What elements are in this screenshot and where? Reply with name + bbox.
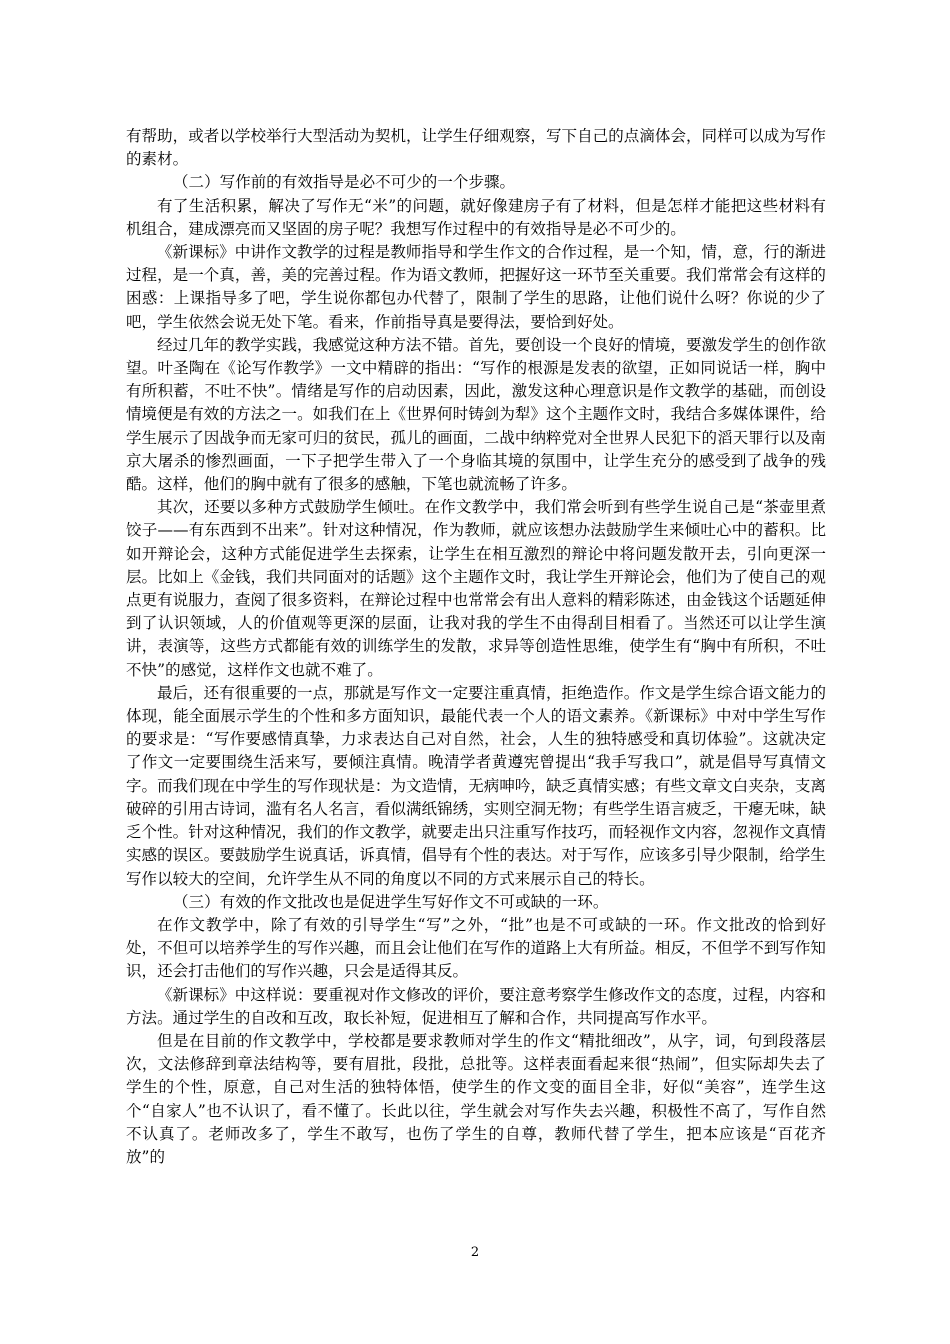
paragraph: 《新课标》中这样说：要重视对作文修改的评价，要注意考察学生修改作文的态度，过程，内容和方法。通过学生的自改和互改，取长补短，促进相互了解和合作，共同提高写作水平。	[126, 985, 826, 1027]
paragraph: 其次，还要以多种方式鼓励学生倾吐。在作文教学中，我们常会听到有些学生说自己是“茶壶里煮饺子——有东西到不出来”。针对这种情况，作为教师，就应该想办法鼓励学生来倾吐心中的蓄积。比如开辩论会，这种方式能促进学生去探索，让学生在相互激烈的辩论中将问题发散开去，引向更深一层。比如上《金钱，我们共同面对的话题》这个主题作文时，我让学生开辩论会，他们为了使自己的观点更有说服力，查阅了很多资料，在辩论过程中也常常会有出人意料的精彩陈述，由金钱这个话题延伸到了认识领域，人的价值观等更深的层面，让我对我的学生不由得刮目相看了。当然还可以让学生演讲，表演等，这些方式都能有效的训练学生的发散，求异等创造性思维，使学生有“胸中有所积，不吐不快”的感觉，这样作文也就不难了。	[126, 498, 826, 679]
paragraph: 《新课标》中讲作文教学的过程是教师指导和学生作文的合作过程，是一个知，情，意，行的渐进过程，是一个真，善，美的完善过程。作为语文教师，把握好这一环节至关重要。我们常常会有这样的困惑：上课指导多了吧，学生说你都包办代替了，限制了学生的思路，让他们说什么呀？你说的少了吧，学生依然会说无处下笔。看来，作前指导真是要得法，要恰到好处。	[126, 243, 826, 331]
paragraph: 有了生活积累，解决了写作无“米”的问题，就好像建房子有了材料，但是怎样才能把这些材料有机组合，建成漂亮而又坚固的房子呢？我想写作过程中的有效指导是必不可少的。	[126, 196, 826, 238]
paragraph: 但是在目前的作文教学中，学校都是要求教师对学生的作文“精批细改”，从字，词，句到段落层次，文法修辞到章法结构等，要有眉批，段批，总批等。这样表面看起来很“热闹”，但实际却失去了学生的个性，原意，自己对生活的独特体悟，使学生的作文变的面目全非，好似“美容”，连学生这个“自家人”也不认识了，看不懂了。长此以往，学生就会对写作失去兴趣，积极性不高了，写作自然不认真了。老师改多了，学生不敢写，也伤了学生的自尊，教师代替了学生，把本应该是“百花齐放”的	[126, 1031, 826, 1166]
paragraph: 经过几年的教学实践，我感觉这种方法不错。首先，要创设一个良好的情境，要激发学生的创作欲望。叶圣陶在《论写作教学》一文中精辟的指出：“写作的根源是发表的欲望，正如同说话一样，胸中有所积蓄，不吐不快”。情绪是写作的启动因素，因此，激发这种心理意识是作文教学的基础，而创设情境便是有效的方法之一。如我们在上《世界何时铸剑为犁》这个主题作文时，我结合多媒体课件，给学生展示了因战争而无家可归的贫民，孤儿的画面，二战中纳粹党对全世界人民犯下的滔天罪行以及南京大屠杀的惨烈画面，一下子把学生带入了一个身临其境的氛围中，让学生充分的感受到了战争的残酷。这样，他们的胸中就有了很多的感触，下笔也就流畅了许多。	[126, 335, 826, 494]
page-number: 2	[470, 1245, 480, 1260]
body-text	[126, 125, 826, 1169]
section-heading-3: （三）有效的作文批改也是促进学生写好作文不可或缺的一环。	[173, 892, 609, 911]
paragraph: 在作文教学中，除了有效的引导学生“写”之外，“批”也是不可或缺的一环。作文批改的恰到好处，不但可以培养学生的写作兴趣，而且会让他们在写作的道路上大有所益。相反，不但学不到写作知识，还会打击他们的写作兴趣，只会是适得其反。	[126, 915, 826, 981]
paragraph-continuation: 有帮助，或者以学校举行大型活动为契机，让学生仔细观察，写下自己的点滴体会，同样可以成为写作的素材。	[126, 127, 826, 169]
section-heading-2: （二）写作前的有效指导是必不可少的一个步骤。	[173, 173, 516, 192]
paragraph: 最后，还有很重要的一点，那就是写作文一定要注重真情，拒绝造作。作文是学生综合语文能力的体现，能全面展示学生的个性和多方面知识，最能代表一个人的语文素养。《新课标》中对中学生写作的要求是：“写作要感情真挚，力求表达自己对自然，社会，人生的独特感受和真切体验”。这就决定了作文一定要围绕生活来写，要倾注真情。晚清学者黄遵宪曾提出“我手写我口”，就是倡导写真情文字。而我们现在中学生的写作现状是：为文造情，无病呻吟，缺乏真情实感；有些文章文白夹杂，支离破碎的引用古诗词，滥有名人名言，看似满纸锦绣，实则空洞无物；有些学生语言疲乏，干瘪无味，缺乏个性。针对这种情况，我们的作文教学，就要走出只注重写作技巧，而轻视作文内容，忽视作文真情实感的误区。要鼓励学生说真话，诉真情，倡导有个性的表达。对于写作，应该多引导少限制，给学生写作以较大的空间，允许学生从不同的角度以不同的方式来展示自己的特长。	[126, 683, 826, 888]
